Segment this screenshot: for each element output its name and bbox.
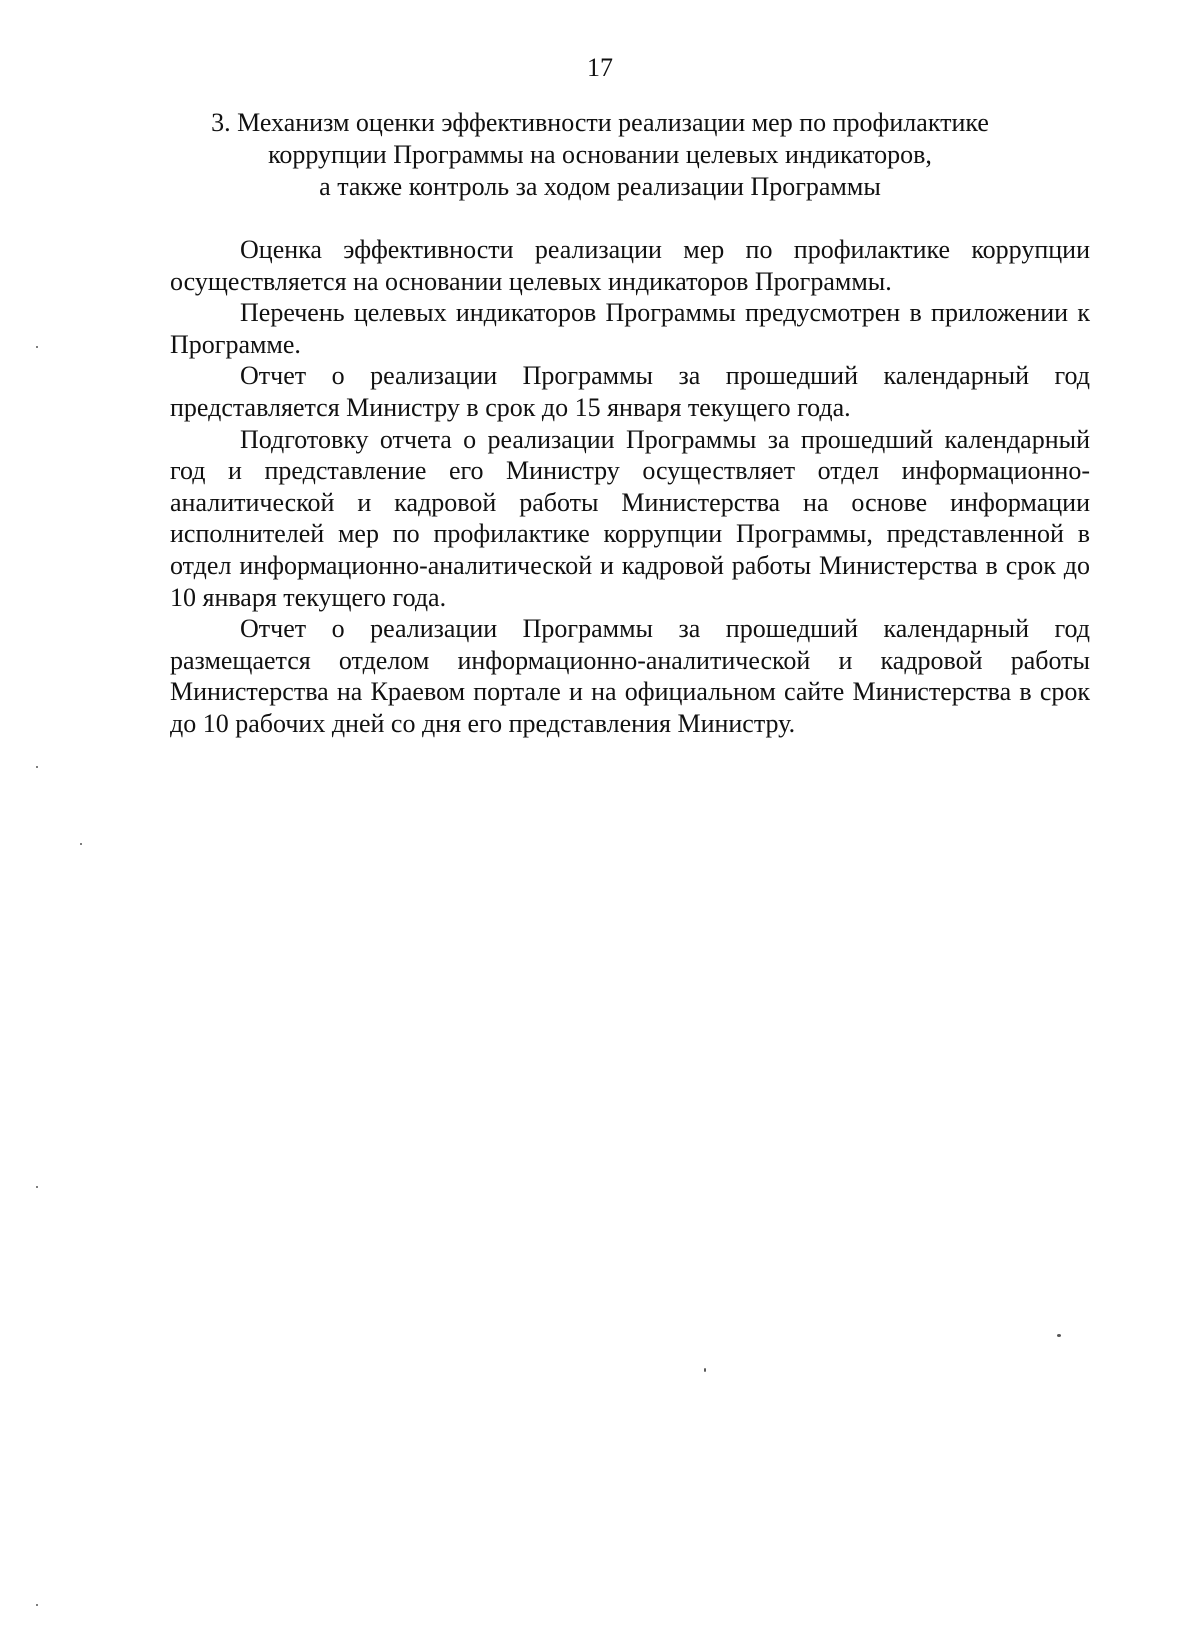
section-title-line-3: а также контроль за ходом реализации Программы xyxy=(319,172,881,201)
body-text xyxy=(170,234,1090,740)
paragraph-report-publication: Отчет о реализации Программы за прошедший календарный год размещается отделом информационно-аналитической и кадровой работы Министерства на Краевом портале и на официальном сайте Министерства в срок до 10 рабочих дней со дня его представления Министру. xyxy=(170,614,1090,738)
section-title-line-2: коррупции Программы на основании целевых индикаторов, xyxy=(268,140,932,169)
scan-speck xyxy=(80,843,82,845)
page-number: 17 xyxy=(587,53,613,82)
scan-speck xyxy=(36,1186,38,1188)
section-title-line-1: 3. Механизм оценки эффективности реализации мер по профилактике xyxy=(211,108,989,137)
scan-speck xyxy=(704,1368,706,1372)
paragraph-efficiency-assessment: Оценка эффективности реализации мер по профилактике коррупции осуществляется на основании целевых индикаторов Программы. xyxy=(170,235,1090,296)
paragraph-report-preparation: Подготовку отчета о реализации Программы за прошедший календарный год и представление его Министру осуществляет отдел информационно-аналитической и кадровой работы Министерства на основе информации исполнителей мер по профилактике коррупции Программы, представленной в отдел информационно-аналитической и кадровой работы Министерства в срок до 10 января текущего года. xyxy=(170,424,1090,612)
section-title xyxy=(150,107,1050,203)
scan-speck xyxy=(36,1604,38,1606)
paragraph-annual-report: Отчет о реализации Программы за прошедший календарный год представляется Министру в срок до 15 января текущего года. xyxy=(170,361,1090,422)
scan-speck xyxy=(36,766,38,768)
scan-speck xyxy=(36,346,38,348)
paragraph-indicator-list: Перечень целевых индикаторов Программы предусмотрен в приложении к Программе. xyxy=(170,298,1090,359)
scan-speck xyxy=(1057,1334,1061,1337)
